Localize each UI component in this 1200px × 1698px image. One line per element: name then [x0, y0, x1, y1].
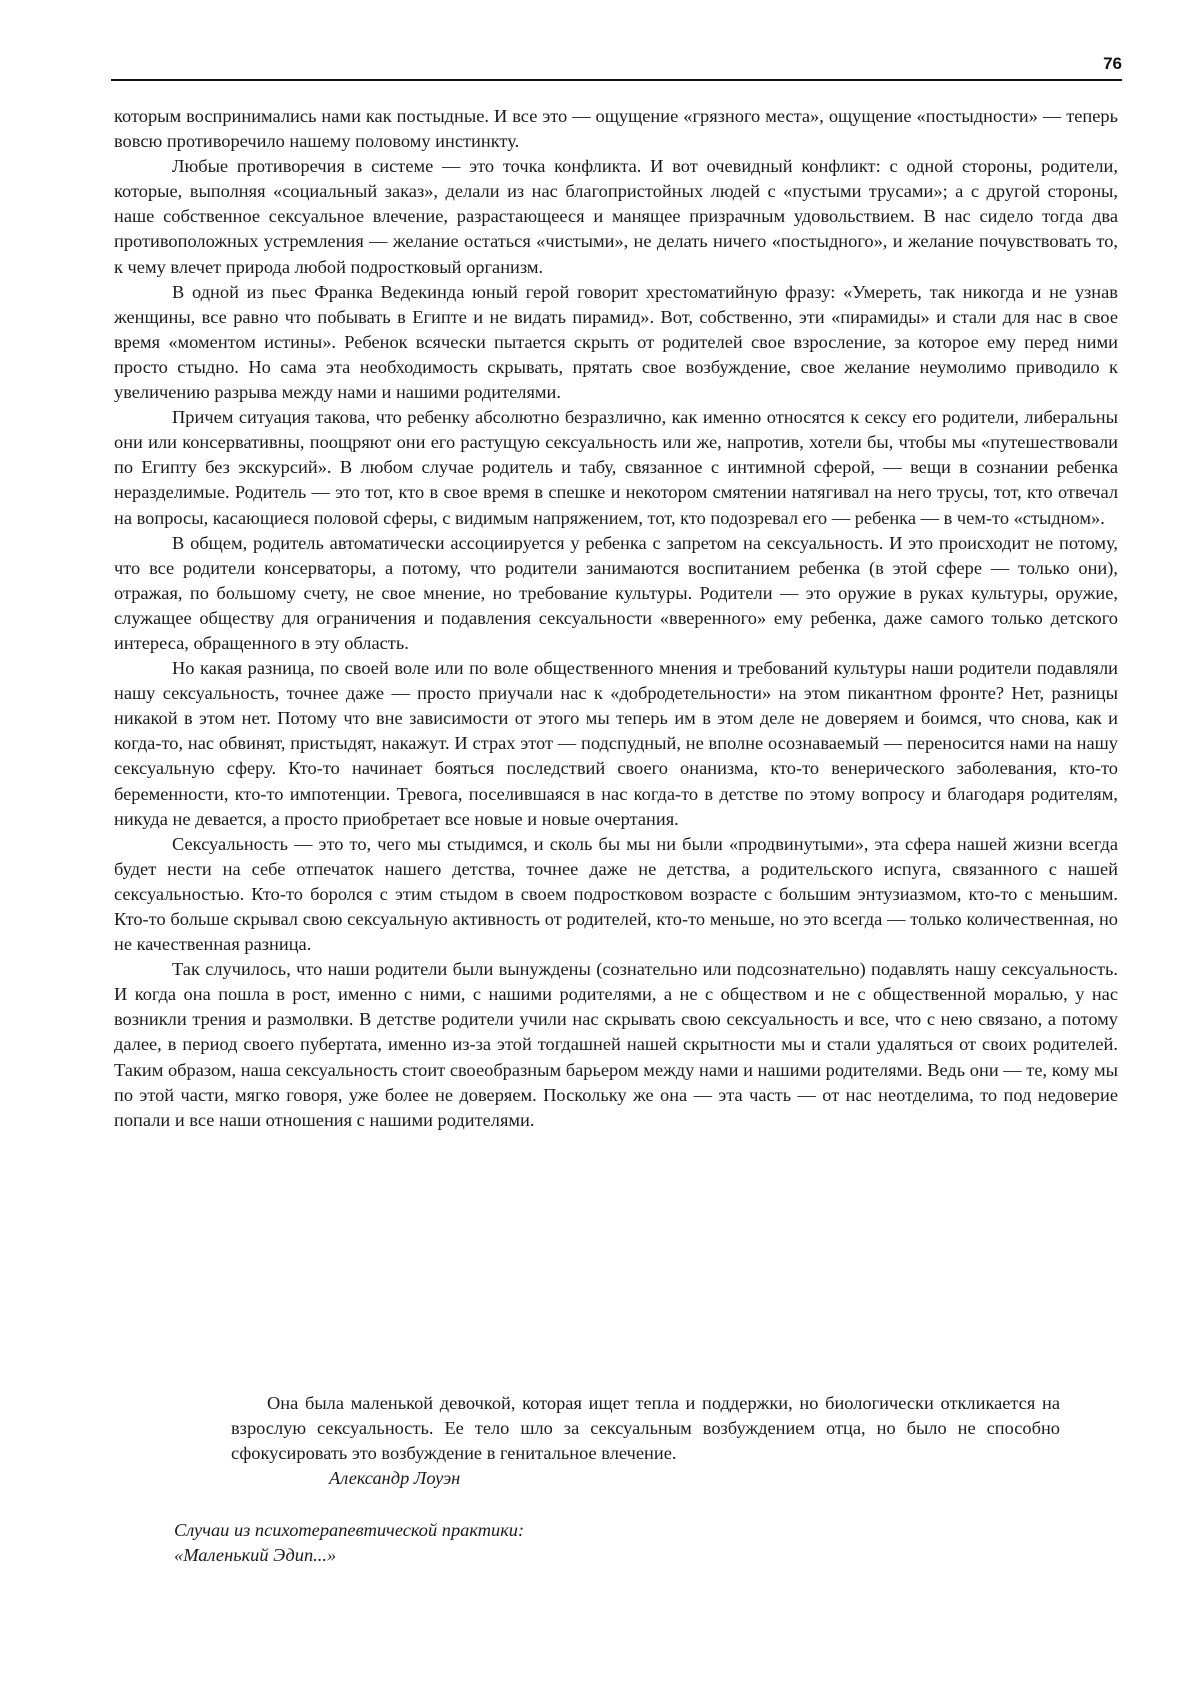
epigraph	[231, 1391, 1060, 1491]
paragraph: В одной из пьес Франка Ведекинда юный герой говорит хрестоматийную фразу: «Умереть, так никогда и не узнав женщины, все равно что побывать в Египте и не видать пирамид». Вот, собственно, эти «пирамиды» и стали для нас в свое время «моментом истины». Ребенок всячески пытается скрыть от родителей свое взросление, за которое ему перед ними просто стыдно. Но сама эта необходимость скрывать, прятать свое возбуждение, свое желание неумолимо приводило к увеличению разрыва между нами и нашими родителями.	[114, 281, 1118, 403]
section-heading-line-1: Случаи из психотерапевтической практики:	[174, 1520, 525, 1540]
paragraph-continuation: которым воспринимались нами как постыдные. И все это — ощущение «грязного места», ощущение «постыдности» — теперь вовсю противоречило нашему половому инстинкту.	[114, 106, 1118, 152]
epigraph-author: Александр Лоуэн	[329, 1468, 461, 1488]
header-rule	[111, 79, 1122, 81]
page-number: 76	[1103, 54, 1122, 73]
section-heading-line-2: «Маленький Эдип...»	[174, 1545, 337, 1565]
paragraph: Причем ситуация такова, что ребенку абсолютно безразлично, как именно относятся к сексу его родители, либеральны они или консервативны, поощряют они его растущую сексуальность или же, напротив, хотели бы, чтобы мы «путешествовали по Египту без экскурсий». В любом случае родитель и табу, связанное с интимной сферой, — вещи в сознании ребенка неразделимые. Родитель — это тот, кто в свое время в спешке и некотором смятении натягивал на него трусы, тот, кто отвечал на вопросы, касающиеся половой сферы, с видимым напряжением, тот, кто подозревал его — ребенка — в чем-то «стыдном».	[114, 407, 1118, 528]
epigraph-text: Она была маленькой девочкой, которая ищет тепла и поддержки, но биологически откликается на взрослую сексуальность. Ее тело шло за сексуальным возбуждением отца, но было не способно сфокусировать это возбуждение в генитальное влечение.	[231, 1393, 1060, 1463]
section-heading	[174, 1518, 524, 1568]
paragraph: Сексуальность — это то, чего мы стыдимся, и сколь бы мы ни были «продвинутыми», эта сфера нашей жизни всегда будет нести на себе отпечаток нашего детства, точнее даже не детства, а родительского испуга, связанного с нашей сексуальностью. Кто-то боролся с этим стыдом в своем подростковом возрасте с большим энтузиазмом, кто-то с меньшим. Кто-то больше скрывал свою сексуальную активность от родителей, кто-то меньше, но это всегда — только количественная, но не качественная разница.	[114, 833, 1118, 955]
paragraph: Так случилось, что наши родители были вынуждены (сознательно или подсознательно) подавлять нашу сексуальность. И когда она пошла в рост, именно с ними, с нашими родителями, а не с обществом и не с общественной моралью, у нас возникли трения и размолвки. В детстве родители учили нас скрывать свою сексуальность и все, что с нею связано, а потому далее, в период своего пубертата, именно из-за этой тогдашней нашей скрытности мы и стали удаляться от своих родителей. Таким образом, наша сексуальность стоит своеобразным барьером между нами и нашими родителями. Ведь они — те, кому мы по этой части, мягко говоря, уже более не доверяем. Поскольку же она — эта часть — от нас неотделима, то под недоверие попали и все наши отношения с нашими родителями.	[114, 959, 1118, 1130]
paragraph: Любые противоречия в системе — это точка конфликта. И вот очевидный конфликт: с одной стороны, родители, которые, выполняя «социальный заказ», делали из нас благопристойных людей с «пустыми трусами»; а с другой стороны, наше собственное сексуальное влечение, разрастающееся и манящее призрачным удовольствием. В нас сидело тогда два противоположных устремления — желание остаться «чистыми», не делать ничего «постыдного», и желание почувствовать то, к чему влечет природа любой подростковый организм.	[114, 156, 1118, 277]
paragraph: В общем, родитель автоматически ассоциируется у ребенка с запретом на сексуальность. И это происходит не потому, что все родители консерваторы, а потому, что родители занимаются воспитанием ребенка (в этой сфере — только они), отражая, по большому счету, не свое мнение, но требование культуры. Родители — это оружие в руках культуры, оружие, служащее обществу для ограничения и подавления сексуальности «вверенного» ему ребенка, даже самого только детского интереса, обращенного в эту область.	[114, 532, 1118, 653]
body-text	[114, 104, 1118, 1133]
paragraph: Но какая разница, по своей воле или по воле общественного мнения и требований культуры наши родители подавляли нашу сексуальность, точнее даже — просто приучали нас к «добродетельности» на этом пикантном фронте? Нет, разницы никакой в этом нет. Потому что вне зависимости от этого мы теперь им в этом деле не доверяем и боимся, что снова, как и когда-то, нас обвинят, пристыдят, накажут. И страх этот — подспудный, не вполне осознаваемый — переносится нами на нашу сексуальную сферу. Кто-то начинает бояться последствий своего онанизма, кто-то венерического заболевания, кто-то беременности, кто-то импотенции. Тревога, поселившаяся в нас когда-то в детстве по этому вопросу и благодаря родителям, никуда не девается, а просто приобретает все новые и новые очертания.	[114, 658, 1118, 829]
